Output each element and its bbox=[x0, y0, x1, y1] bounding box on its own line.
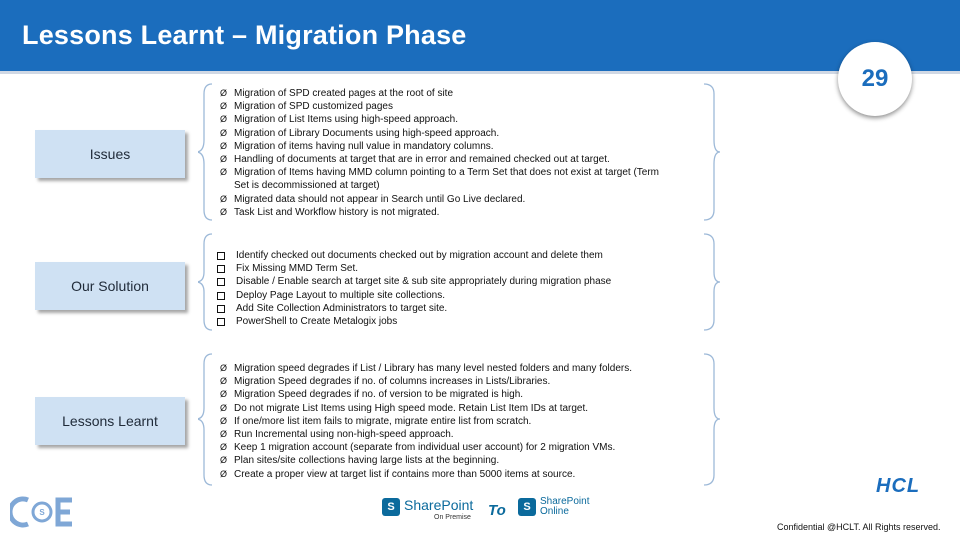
our-solution-label: Our Solution bbox=[35, 262, 185, 310]
list-item: Add Site Collection Administrators to target site. bbox=[217, 302, 677, 315]
list-item: Ø Migration speed degrades if List / Library has many level nested folders and many folders. bbox=[220, 363, 632, 374]
list-item: Ø Create a proper view at target list if contains more than 5000 items at source. bbox=[220, 468, 576, 480]
list-item: Ø Migrated data should not appear in Search until Go Live declared. bbox=[220, 193, 526, 205]
list-item: Ø Migration Speed degrades if no. of version to be migrated is high. bbox=[220, 389, 524, 401]
list-item: Ø Migration Speed degrades if no. of columns increases in Lists/Libraries. bbox=[220, 376, 551, 388]
sharepoint-icon: S bbox=[382, 498, 400, 516]
lessons-list bbox=[220, 362, 690, 481]
list-item: Ø Do not migrate List Items using High speed mode. Retain List Item IDs at target. bbox=[220, 402, 589, 414]
list-item: Ø If one/more list item fails to migrate, migrate entire list from scratch. bbox=[220, 415, 532, 427]
to-connector: To bbox=[488, 502, 506, 519]
title-bar bbox=[0, 0, 960, 74]
list-item: Deploy Page Layout to multiple site collections. bbox=[217, 289, 677, 302]
lessons-learnt-label: Lessons Learnt bbox=[35, 397, 185, 445]
list-item: Fix Missing MMD Term Set. bbox=[217, 262, 677, 275]
coe-logo bbox=[10, 494, 80, 530]
sharepoint-icon: S bbox=[518, 498, 536, 516]
list-item: Ø Migration of List Items using high-speed approach. bbox=[220, 114, 459, 126]
solution-list bbox=[217, 249, 677, 328]
list-item: Ø Migration of Items having MMD column pointing to a Term Set that does not exist at target (Term Set is decommissioned at target) bbox=[220, 167, 660, 192]
list-item: Ø Handling of documents at target that are in error and remained checked out at target. bbox=[220, 154, 610, 166]
issues-label: Issues bbox=[35, 130, 185, 178]
svg-text:S: S bbox=[39, 508, 45, 517]
list-item: Ø Migration of SPD created pages at the root of site bbox=[220, 88, 454, 99]
list-item: PowerShell to Create Metalogix jobs bbox=[217, 315, 677, 328]
page-number-badge: 29 bbox=[838, 42, 912, 116]
slide-title: Lessons Learnt – Migration Phase bbox=[22, 20, 467, 50]
list-item: Ø Task List and Workflow history is not migrated. bbox=[220, 206, 440, 218]
hcl-logo: HCL bbox=[876, 475, 921, 497]
list-item: Ø Run Incremental using non-high-speed approach. bbox=[220, 429, 454, 441]
list-item: Disable / Enable search at target site & sub site appropriately during migration phase bbox=[217, 275, 677, 288]
issues-list bbox=[220, 87, 660, 219]
list-item: Ø Migration of SPD customized pages bbox=[220, 101, 393, 113]
list-item: Ø Keep 1 migration account (separate from individual user account) for 2 migration VMs. bbox=[220, 442, 616, 454]
list-item: Identify checked out documents checked out by migration account and delete them bbox=[217, 249, 677, 262]
confidential-notice: Confidential @HCLT. All Rights reserved. bbox=[777, 522, 941, 532]
sharepoint-online-logo: S SharePoint Online bbox=[518, 496, 598, 524]
list-item: Ø Migration of Library Documents using high-speed approach. bbox=[220, 127, 500, 139]
sharepoint-onprem-logo: S SharePoint On Premise bbox=[382, 496, 482, 524]
list-item: Ø Plan sites/site collections having large lists at the beginning. bbox=[220, 455, 500, 467]
list-item: Ø Migration of items having null value in mandatory columns. bbox=[220, 140, 494, 152]
